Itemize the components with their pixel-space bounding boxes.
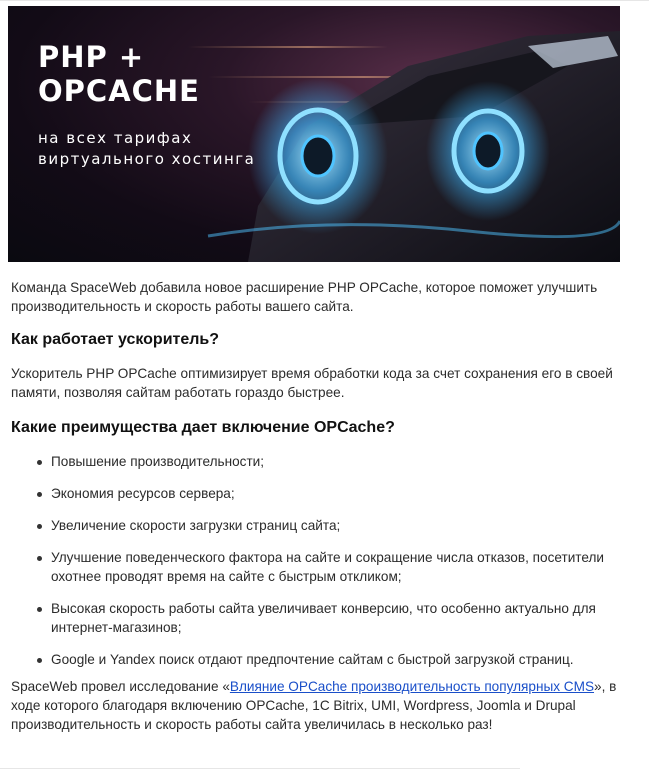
benefits-list [11, 452, 623, 669]
list-item: Высокая скорость работы сайта увеличивает конверсию, что особенно актуально для интернет-магазинов; [11, 599, 623, 637]
closing-text-before: SpaceWeb провел исследование « [11, 679, 230, 694]
intro-paragraph: Команда SpaceWeb добавила новое расширение PHP OPCache, которое поможет улучшить производительность и скорость работы вашего сайта. [11, 280, 598, 314]
list-item: Google и Yandex поиск отдают предпочтение сайтам с быстрой загрузкой страниц. [11, 650, 623, 669]
closing-text-after: », в ходе которого благодаря включению OPCache, 1C Bitrix, UMI, Wordpress, Joomla и Drupal производительность и скорость работы сайта увеличилась в несколько раз! [11, 679, 617, 732]
bottom-divider [0, 768, 520, 769]
hero-subtitle-line: виртуального хостинга [38, 150, 256, 168]
section-heading-benefits: Какие преимущества дает включение OPCache? [11, 419, 395, 436]
research-link[interactable]: Влияние OPCache производительность популярных CMS [229, 679, 595, 694]
closing-paragraph [11, 677, 623, 734]
article-body [11, 278, 623, 734]
list-item: Повышение производительности; [11, 452, 623, 471]
hero-subtitle [38, 128, 255, 170]
list-item: Увеличение скорости загрузки страниц сайта; [11, 516, 623, 535]
section-heading-how-it-works: Как работает ускоритель? [11, 331, 220, 348]
list-item: Экономия ресурсов сервера; [11, 484, 623, 503]
section-paragraph-how-it-works: Ускоритель PHP OPCache оптимизирует время обработки кода за счет сохранения его в своей памяти, позволяя сайтам работать гораздо быстрее. [11, 366, 613, 400]
hero-banner [8, 6, 620, 262]
hero-subtitle-line: на всех тарифах [38, 129, 193, 147]
hero-title-line: OPCACHE [38, 74, 200, 108]
list-item: Улучшение поведенческого фактора на сайте и сокращение числа отказов, посетители охотнее проводят время на сайте с быстрым откликом; [11, 548, 623, 586]
hero-title-line: PHP + [38, 40, 145, 74]
top-divider [0, 0, 649, 1]
hero-title [38, 40, 200, 108]
